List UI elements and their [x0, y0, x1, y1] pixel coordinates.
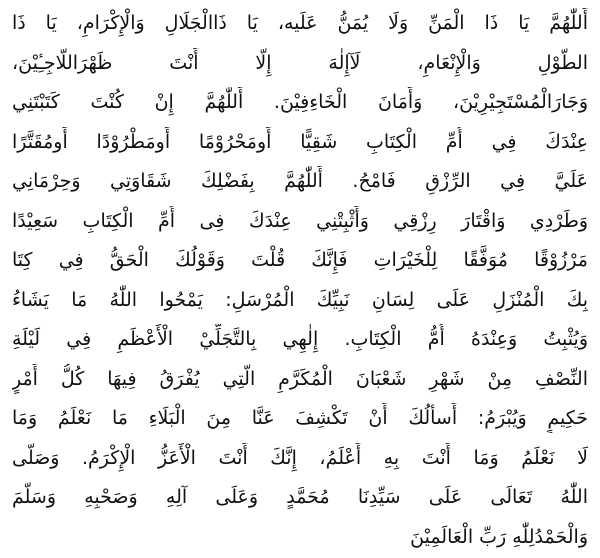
- text-line-2: الطَّوْلِ وَالْإِنْعَامِ، لَآإِلٰهَ إِلَّا أَنْتَ ظَهْرَاللَّاجِـِٔيْنَ،: [12, 51, 588, 74]
- text-line-3: وَجَارَالْمُسْتَجِيْرِيْنَ، وَأَمَانَ الْخَاءِفِيْنَ. أَللّٰهُمَّ إِنْ كُنْتَ كَتَبْتَنِي: [12, 91, 588, 114]
- text-line-9: وَيُثْبِتُ وَعِنْدَهُ أُمُّ الْكِتَابِ. إِلٰهِي بِالتَّجَلِّيْ الْأَعْظَمِ فِي لَيْلَةِ: [12, 328, 588, 351]
- text-line-13: اللّٰهُ تَعَالَى عَلَى سَيِّدِنَا مُحَمَّدٍ وَعَلَى آلِهِ وَصَحْبِهِ وَسَلَّمَ: [12, 486, 588, 509]
- text-line-1: أَللّٰهُمَّ يَا ذَا الْمَنِّ وَلَا يُمَنُّ عَلَيه، يَا ذَاالْجَلَالِ وَالْإِكْرَامِ، يَا ذَا: [12, 12, 588, 34]
- text-line-11: حَكِيمٍ وَيُبْرَمُ: أَسأَلُكَ أَنْ تَكْشِفَ عَنَّا مِنَ الْبَلَاءِ مَا نَعْلَمُ وَمَا: [12, 407, 588, 430]
- text-line-4: عِنْدَكَ فِي أُمِّ الْكِتَابِ شَقِيًّا أَومَحْرُوْمًا أَومَطْرُوْدًا أَومُقَتَّرًا: [12, 130, 588, 153]
- text-line-5: عَلَيَّ فِي الرِّزْقِ فَامْحُ. أَللّٰهُمَّ بِفَضْلِكَ شَقَاوَتِي وَحِرْمَانِي: [12, 170, 588, 193]
- text-line-10: النِّصْفِ مِنْ شَهْرِ شَعْبَانَ الْمُكَرَّمِ الَّتِي يُفْرَقُ فِيهَا كُلُّ أَمْرٍ: [12, 367, 588, 390]
- text-line-12: لَا نَعْلَمُ وَمَا أَنْتَ بِهِ أَعْلَمُ، إِنَّكَ أَنْتَ الْأَعَزُّ الْإِكْرَمُ. وَصَلَّى: [12, 446, 588, 469]
- text-line-8: بِكَ الْمُنْزَلِ عَلَى لِسَانِ نَبِيِّكَ الْمُرْسَلِ: يَمْحُوا اللّٰهُ مَا يَشَاءُ: [12, 288, 588, 311]
- text-line-14: وَالْحَمْدُلِلّٰهِ رَبِّ الْعَالَمِيْنَ: [410, 525, 588, 548]
- text-line-6: وَطَرْدِي وَاقْتَارَ رِزْقِي وَأَثْبِتْنِي عِنْدَكَ فِى أُمِّ الْكِتَابِ سَعِيْدًا: [12, 209, 588, 232]
- prayer-text: [12, 8, 588, 552]
- text-line-7: مَرْزُوْقًا مُوَفَّقًا لِلْخَيْرَاتِ فَإِنَّكَ قُلْتَ وَقَوْلُكَ الْحَقُّ فِي كِتَا: [12, 249, 588, 272]
